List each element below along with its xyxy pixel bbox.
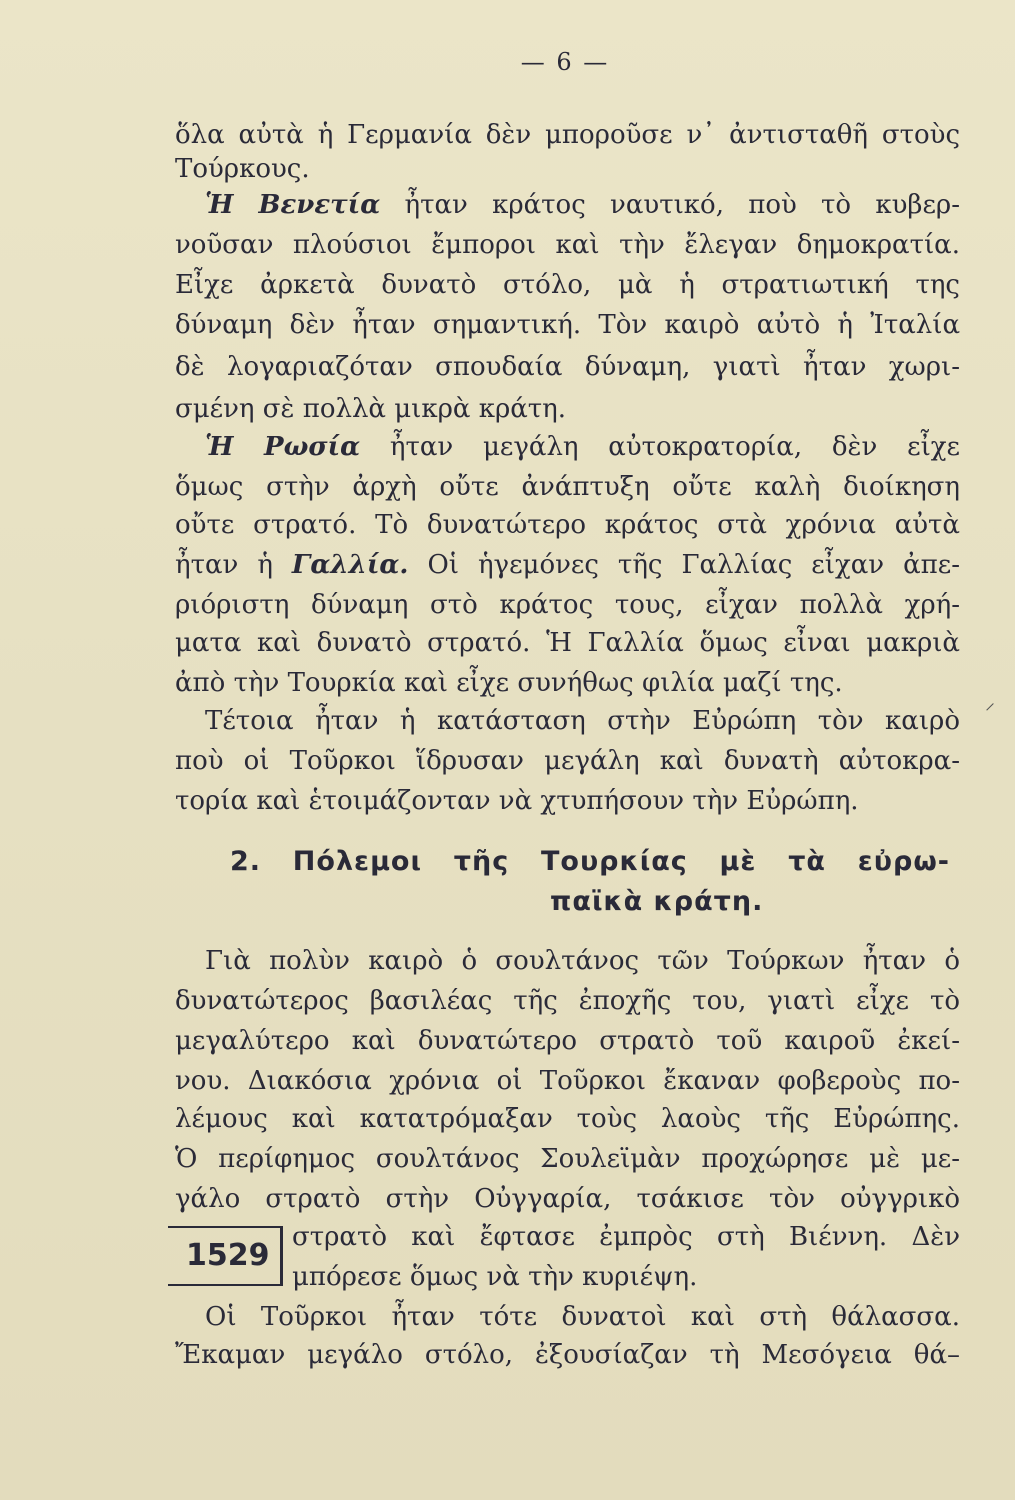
text-line: στρατὸ καὶ ἔφτασε ἐμπρὸς στὴ Βιέννη. Δὲν bbox=[292, 1222, 960, 1252]
text-span: ἦταν μεγάλη αὐτοκρατορία, δὲν εἶχε bbox=[360, 432, 960, 462]
page-number: — 6 — bbox=[520, 48, 610, 76]
text-line: ὅλα αὐτὰ ἡ Γερμανία δὲν μποροῦσε ν᾽ ἀντισταθῆ στοὺς bbox=[175, 120, 960, 150]
text-line: μπόρεσε ὅμως νὰ τὴν κυριέψη. bbox=[292, 1262, 698, 1292]
text-line: λέμους καὶ κατατρόμαξαν τοὺς λαοὺς τῆς Εὐρώπης. bbox=[175, 1104, 960, 1134]
year-marker: 1529 bbox=[186, 1238, 270, 1273]
text-line: ριόριστη δύναμη στὸ κράτος τους, εἶχαν πολλὰ χρή- bbox=[175, 590, 960, 620]
term-russia: Ἡ Ρωσία bbox=[205, 432, 361, 462]
text-line: δυνατώτερος βασιλέας τῆς ἐποχῆς του, γιατὶ εἶχε τὸ bbox=[175, 986, 960, 1016]
text-span: Οἱ ἡγεμόνες τῆς Γαλλίας εἶχαν ἀπε- bbox=[408, 550, 960, 580]
text-line: γάλο στρατὸ στὴν Οὐγγαρία, τσάκισε τὸν οὐγγρικὸ bbox=[175, 1184, 960, 1214]
text-line: Ἔκαμαν μεγάλο στόλο, ἐξουσίαζαν τὴ Μεσόγεια θά– bbox=[175, 1340, 960, 1370]
section-heading-continued: παϊκὰ κράτη. bbox=[550, 886, 764, 917]
text-line: σμένη σὲ πολλὰ μικρὰ κράτη. bbox=[175, 394, 567, 424]
text-line: νοῦσαν πλούσιοι ἔμποροι καὶ τὴν ἔλεγαν δημοκρατία. bbox=[175, 230, 960, 260]
text-line bbox=[205, 430, 960, 464]
text-line: ὅμως στὴν ἀρχὴ οὔτε ἀνάπτυξη οὔτε καλὴ διοίκηση bbox=[175, 472, 960, 502]
text-line: δὲ λογαριαζόταν σπουδαία δύναμη, γιατὶ ἦταν χωρι- bbox=[175, 352, 960, 382]
text-span: ἦταν ἡ bbox=[175, 550, 292, 580]
text-line: οὔτε στρατό. Τὸ δυνατώτερο κράτος στὰ χρόνια αὐτὰ bbox=[175, 510, 960, 540]
text-line: τορία καὶ ἑτοιμάζονταν νὰ χτυπήσουν τὴν Εὐρώπη. bbox=[175, 786, 859, 816]
text-line: Εἶχε ἀρκετὰ δυνατὸ στόλο, μὰ ἡ στρατιωτική της bbox=[175, 270, 960, 300]
term-france: Γαλλία. bbox=[291, 550, 409, 580]
year-marker-box bbox=[168, 1226, 283, 1286]
text-line: δύναμη δὲν ἦταν σημαντική. Τὸν καιρὸ αὐτὸ ἡ Ἰταλία bbox=[175, 310, 960, 340]
text-line bbox=[205, 188, 960, 222]
text-line: ματα καὶ δυνατὸ στρατό. Ἡ Γαλλία ὅμως εἶναι μακριὰ bbox=[175, 628, 960, 658]
text-line: ποὺ οἱ Τοῦρκοι ἵδρυσαν μεγάλη καὶ δυνατὴ αὐτοκρα- bbox=[175, 746, 960, 776]
term-venice: Ἡ Βενετία bbox=[205, 190, 381, 220]
text-line: Οἱ Τοῦρκοι ἦταν τότε δυνατοὶ καὶ στὴ θάλασσα. bbox=[205, 1302, 960, 1332]
ink-mark: ⸝ bbox=[985, 690, 995, 714]
text-line bbox=[175, 548, 960, 582]
text-line: ἀπὸ τὴν Τουρκία καὶ εἶχε συνήθως φιλία μαζί της. bbox=[175, 668, 843, 698]
text-line: μεγαλύτερο καὶ δυνατώτερο στρατὸ τοῦ καιροῦ ἐκεί- bbox=[175, 1026, 960, 1056]
text-line: Γιὰ πολὺν καιρὸ ὁ σουλτάνος τῶν Τούρκων ἦταν ὁ bbox=[205, 946, 960, 976]
text-line: νου. Διακόσια χρόνια οἱ Τοῦρκοι ἔκαναν φοβεροὺς πο- bbox=[175, 1066, 960, 1096]
section-heading: 2. Πόλεμοι τῆς Τουρκίας μὲ τὰ εὐρω- bbox=[230, 846, 950, 877]
text-line: Τέτοια ἦταν ἡ κατάσταση στὴν Εὐρώπη τὸν καιρὸ bbox=[205, 706, 960, 736]
text-line: Τούρκους. bbox=[175, 154, 310, 184]
text-line: Ὁ περίφημος σουλτάνος Σουλεϊμὰν προχώρησε μὲ με- bbox=[175, 1144, 960, 1174]
text-span: ἦταν κράτος ναυτικό, ποὺ τὸ κυβερ- bbox=[380, 190, 960, 220]
